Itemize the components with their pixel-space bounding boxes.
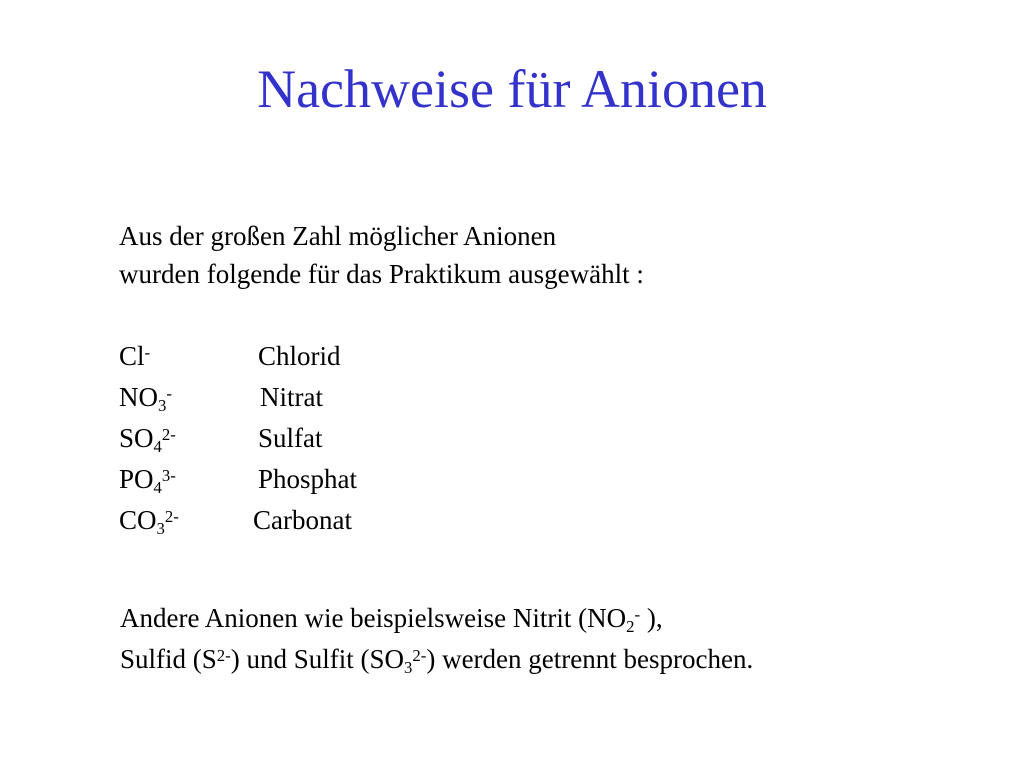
anion-formula: $CO_3^{2-}$ — [119, 505, 179, 539]
anion-name: Sulfat — [258, 423, 323, 453]
note-line: Sulfid $(S^{2-})$ und Sulfit $(SO_3^{2-})$ werden getrennt besprochen. — [120, 644, 754, 678]
slide-title: Nachweise für Anionen — [257, 59, 767, 119]
anion-name: Phosphat — [258, 464, 358, 494]
anion-formula: $PO_4^{3-}$ — [119, 464, 176, 498]
note-text — [120, 598, 753, 680]
intro-line: Aus der großen Zahl möglicher Anionen — [119, 221, 557, 251]
anion-name: Carbonat — [253, 505, 352, 535]
anion-formula: $NO_3^-$ — [119, 382, 172, 416]
intro-line: wurden folgende für das Praktikum ausgewählt : — [119, 259, 644, 289]
anion-name: Nitrat — [260, 382, 323, 412]
anion-formula: $SO_4^{2-}$ — [119, 423, 176, 457]
anion-formula: Cl- — [119, 341, 151, 371]
anion-name: Chlorid — [258, 341, 341, 371]
intro-text — [119, 217, 644, 293]
note-line: Andere Anionen wie beispielsweise Nitrit ($NO_2^-$ ), — [120, 603, 663, 637]
